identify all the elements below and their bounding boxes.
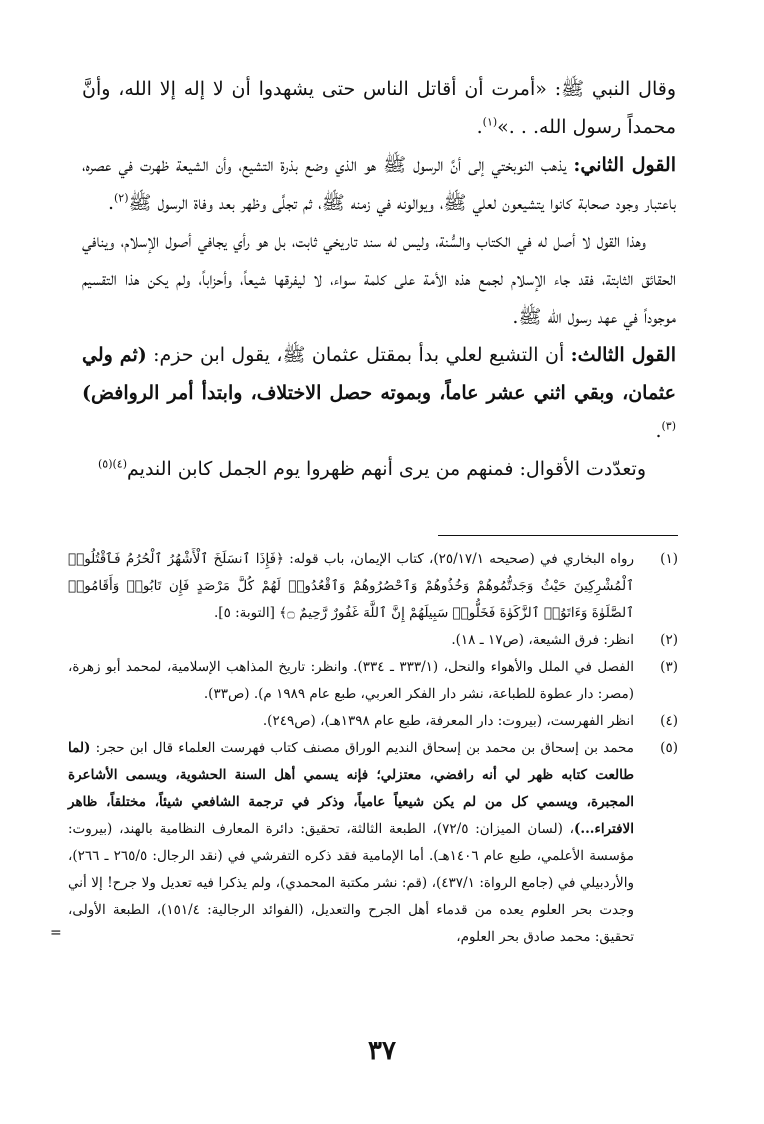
paragraph xyxy=(82,336,676,450)
text-run: انظر: فرق الشيعة، (ص١٧ ـ ١٨). xyxy=(451,632,634,648)
footnote xyxy=(68,546,678,627)
text-run: ، (لسان الميزان: ٧٢/٥)، الطبعة الثالثة، تحقيق: دائرة المعارف النظامية بالهند، (بيروت: مؤسسة الأعلمي، طبع عام ١٤٠٦هـ). أما الإمامية فقد ذكره التفرشي في (نقد الرجال: ٢٦٥/٥ ـ ٢٦٦)، والأردبيلي في (جامع الرواة: ٤٣٧/١)، (قم: نشر مكتبة المحمدي)، ولم يذكرا فيه تعديل ولا جرح! إلا أني وجدت بحر العلوم يعده من قدماء أهل الجرح والتعديل، (الفوائد الرجالية: ١٥١/٤)، الطبعة الأولى، تحقيق: محمد صادق بحر العلوم، xyxy=(68,821,634,945)
text-run: . xyxy=(476,116,483,138)
text-run: . xyxy=(655,420,662,442)
text-run: محمد بن إسحاق بن محمد بن إسحاق النديم الوراق مصنف كتاب فهرست العلماء قال ابن حجر: xyxy=(90,740,634,756)
text-run: الفصل في الملل والأهواء والنحل، (٣٣٣/١ ـ ٣٣٤). وانظر: تاريخ المذاهب الإسلامية، لمحمد أبو زهرة، (مصر: دار عطوة للطباعة، نشر دار الفكر العربي، طبع عام ١٩٨٩ م). (ص٣٣). xyxy=(68,659,634,702)
text-run: وقال النبي ﷺ: «أمرت أن أقاتل الناس حتى يشهدوا أن لا إله إلا الله، وأنَّ محمداً رسول الله. . .» xyxy=(82,78,676,138)
footnotes xyxy=(50,546,678,951)
footnote xyxy=(68,708,678,735)
continuation-mark: = xyxy=(50,925,62,941)
text-run: أن التشيع لعلي بدأ بمقتل عثمان ﷺ، يقول ابن حزم: xyxy=(146,344,571,366)
footnote-ref: (١) xyxy=(482,115,498,129)
bold-text: (لما طالعت كتابه ظهر لي أنه رافضي، معتزلي؛ فإنه يسمي أهل السنة الحشوية، ويسمى الأشاعرة المجبرة، ويسمي كل من لم يكن شيعياً عامياً، وذكر في ترجمة الشافعي شيئاً، مختلقاً، ظاهر الافتراء...) xyxy=(68,740,634,837)
paragraph xyxy=(82,70,676,146)
paragraph xyxy=(82,222,676,336)
text-run: . xyxy=(107,192,114,214)
page-number: ٣٧ xyxy=(368,1036,396,1066)
footnote-number: (٢) xyxy=(660,632,678,648)
footnote-number: (٣) xyxy=(660,659,678,675)
footnote-ref: (٢) xyxy=(114,191,129,205)
text-run: يذهب النوبختي إلى أنَّ الرسول ﷺ هو الذي وضع بذرة التشيع، وأن الشيعة ظهرت في عصره، باعتبار وجود صحابة كانوا يتشيعون لعلي ﷺ، ويوالونه في زمنه ﷺ، ثم تجلَّى وظهر بعد وفاة الرسول ﷺ xyxy=(82,154,676,214)
main-text xyxy=(82,70,676,488)
footnote-separator xyxy=(438,535,678,536)
footnote xyxy=(68,627,678,654)
footnote-number: (٥) xyxy=(660,740,678,756)
footnote xyxy=(50,735,678,951)
footnote-number: (٤) xyxy=(660,713,678,729)
bold-text: القول الثاني: xyxy=(573,154,676,176)
text-run: رواه البخاري في (صحيحه ٢٥/١٧/١)، كتاب الإيمان، باب قوله: ﴿فَإِذَا ٱنسَلَخَ ٱلْأَشْهُرُ ٱلْحُرُمُ فَٱقْتُلُوا۟ ٱلْمُشْرِكِينَ حَيْثُ وَجَدتُّمُوهُمْ وَخُذُوهُمْ وَٱحْصُرُوهُمْ وَٱقْعُدُوا۟ لَهُمْ كُلَّ مَرْصَدٍ فَإِن تَابُوا۟ وَأَقَامُوا۟ ٱلصَّلَوٰةَ وَءَاتَوُا۟ ٱلزَّكَوٰةَ فَخَلُّوا۟ سَبِيلَهُمْ إِنَّ ٱللَّهَ غَفُورٌ رَّحِيمٌ ۝﴾ [التوبة: ٥]. xyxy=(68,551,634,621)
footnote-number: (١) xyxy=(660,551,678,567)
text-run: انظر الفهرست، (بيروت: دار المعرفة، طبع عام ١٣٩٨هـ)، (ص٢٤٩). xyxy=(262,713,634,729)
footnote-ref: (٣) xyxy=(661,419,676,433)
text-run: وتعدّدت الأقوال: فمنهم من يرى أنهم ظهروا يوم الجمل كابن النديم xyxy=(127,458,646,480)
footnote-ref: (٤)(٥) xyxy=(97,457,128,471)
footnote xyxy=(68,654,678,708)
bold-text: (ثم ولي عثمان، وبقي اثني عشر عاماً، وبموته حصل الاختلاف، وابتدأ أمر الروافض) xyxy=(82,344,676,404)
bold-text: القول الثالث: xyxy=(570,344,677,366)
paragraph xyxy=(82,450,676,488)
paragraph xyxy=(82,146,676,222)
text-run: وهذا القول لا أصل له في الكتاب والسُّنة، وليس له سند تاريخي ثابت، بل هو رأي يجافي أصول الإسلام، وينافي الحقائق الثابتة، فقد جاء الإسلام لجمع هذه الأمة على كلمة سواء، لا ليفرقها شيعاً، وأحزاباً، ولم يكن هذا التقسيم موجوداً في عهد رسول الله ﷺ. xyxy=(82,230,676,328)
